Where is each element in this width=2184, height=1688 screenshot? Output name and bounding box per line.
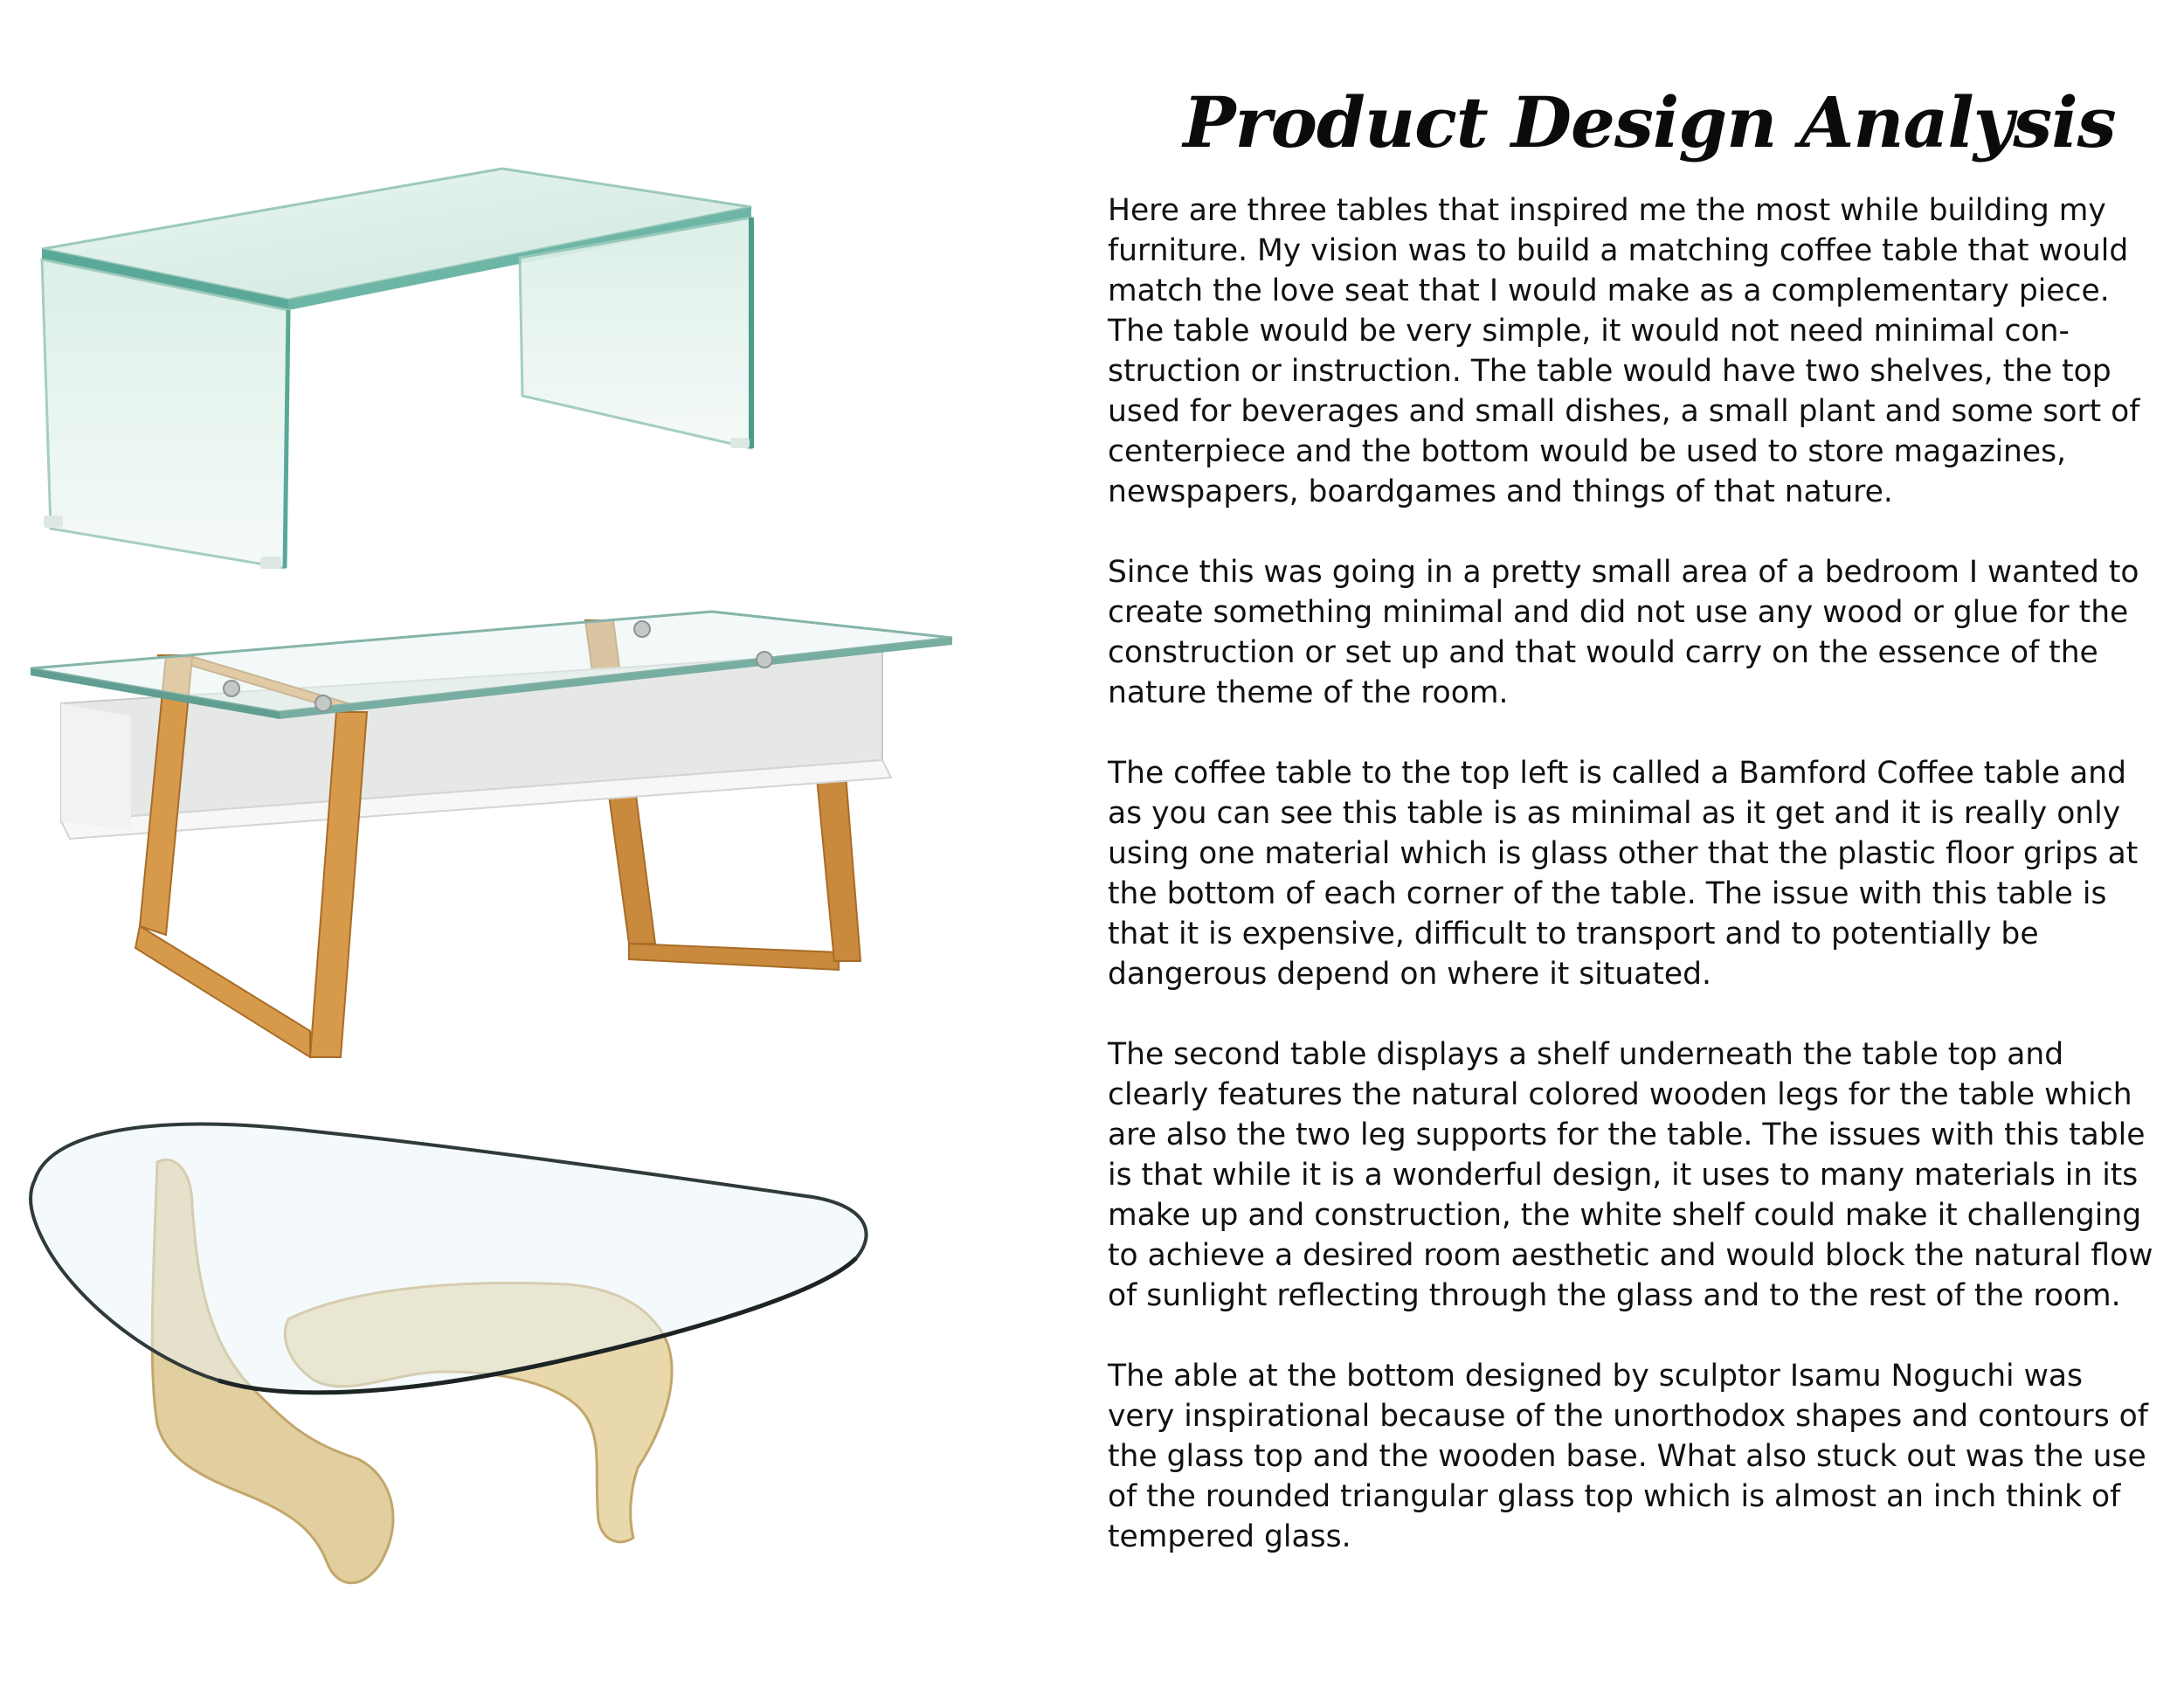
- paragraph-space: Since this was going in a pretty small area of a bedroom I wanted to create something minimal and did not use any wood or glue for the construction or set up and that would carry on the essence of the nature theme of the room.: [1108, 555, 2139, 710]
- noguchi-table-illustration: [26, 1110, 882, 1599]
- analysis-text-column: [1108, 80, 2156, 1597]
- shelf-wood-leg-table-illustration: [26, 603, 970, 1075]
- shelf-wood-leg-table-image: [26, 603, 970, 1075]
- paragraph-second-table: The second table displays a shelf underneath the table top and clearly features the natural colored wooden legs for the table which are also the two leg supports for the table. The issues with this table is that while it is a wonderful design, it uses to many materials in its make up and construction, the white shelf could make it challenging to achieve a desired room aesthetic and would block the natural flow of sunlight reflecting through the glass and to the rest of the room.: [1108, 1037, 2153, 1313]
- paragraph-bamford-table: The coffee table to the top left is called a Bamford Coffee table and as you can see this table is as minimal as it get and it is really only using one material which is glass other that the plastic floor grips at the bottom of each corner of the table. The issue with this table is that it is expensive, difficult to transport and to potentially be dangerous depend on where it situated.: [1108, 756, 2139, 992]
- product-images: [0, 0, 1013, 1688]
- bamford-glass-table-illustration: [26, 153, 760, 572]
- paragraph-vision: Here are three tables that inspired me the most while building my furniture. My vision was to build a matching coffee table that would match the love seat that I would make as a complementary piece. The table would be very simple, it would not need minimal construction or instruction. The table would have two shelves, the top used for beverages and small dishes, a small plant and some sort of centerpiece and the bottom would be used to store magazines, newspapers, boardgames and things of that nature.: [1108, 193, 2140, 509]
- bamford-glass-table-image: [26, 153, 760, 572]
- paragraph-noguchi-table: The able at the bottom designed by sculptor Isamu Noguchi was very inspirational because of the unorthodox shapes and contours of the glass top and the wooden base. What also stuck out was the use of the rounded triangular glass top which is almost an inch think of tempered glass.: [1108, 1359, 2148, 1554]
- noguchi-table-image: [26, 1110, 882, 1599]
- page-title: Product Design Analysis: [1183, 81, 2116, 163]
